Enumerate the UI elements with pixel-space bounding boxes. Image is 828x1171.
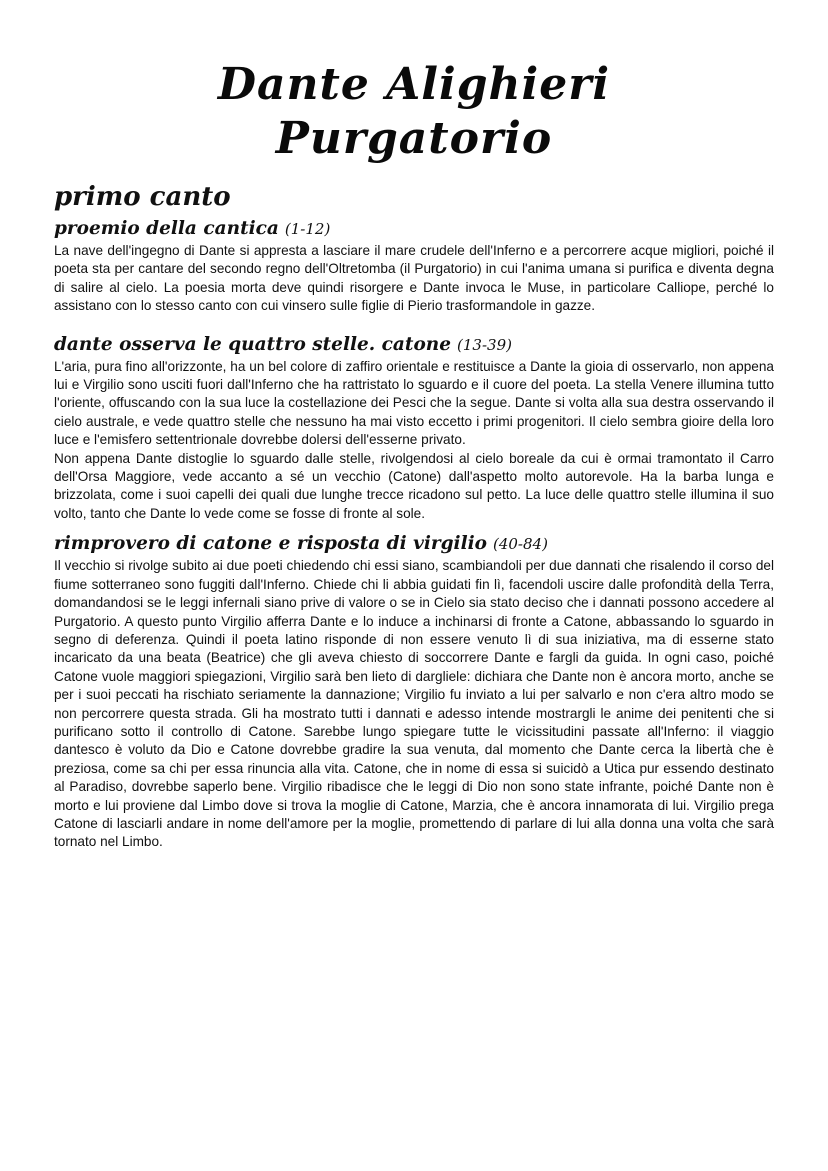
- section-heading-text: dante osserva le quattro stelle. catone: [54, 333, 452, 355]
- document-title: [54, 58, 774, 166]
- title-line-2: Purgatorio: [275, 113, 553, 164]
- paragraph: La nave dell'ingegno di Dante si appresta a lasciare il mare crudele dell'Inferno e a percorrere acque migliori, poiché il poeta sta per cantare del secondo regno dell'Oltretomba (il Purgatorio) in cui l'anima umana si purifica e diventa degna di salire al cielo. La poesia morta deve quindi risorgere e Dante invoca le Muse, in particolare Calliope, perché lo assistano con lo stesso canto con cui vinsero sulle figlie di Pierio trasformandole in gazze.: [54, 243, 774, 314]
- verse-range: (13-39): [457, 335, 512, 354]
- section-proemio: [54, 218, 774, 316]
- section-quattro-stelle: [54, 334, 774, 524]
- verse-range: (40-84): [492, 535, 548, 554]
- title-line-1: Dante Alighieri: [217, 59, 611, 110]
- paragraph: Il vecchio si rivolge subito ai due poeti chiedendo chi essi siano, scambiandoli per due dannati che risalendo il corso del fiume sotterraneo sono fuggiti dall'Inferno. Chiede chi li abbia guidati fin lì, facendoli uscire dalle profondità della Terra, domandandosi se le leggi infernali siano prive di valore o se in Cielo sia stato deciso che i dannati possono accedere al Purgatorio. A questo punto Virgilio afferra Dante e lo induce a inchinarsi di fronte a Catone, abbassando lo sguardo in segno di deferenza. Quindi il poeta latino risponde di non essere venuto lì di sua iniziativa, ma di esserne stato incaricato da una beata (Beatrice) che gli aveva chiesto di soccorrere Dante e fargli da guida. In ogni caso, poiché Catone vuole maggiori spiegazioni, Virgilio sarà ben lieto di dargliele: dichiara che Dante non è ancora morto, anche se per i suoi peccati ha rischiato seriamente la dannazione; Virgilio fu inviato a lui per salvarlo e non c'era altro modo se non percorrere questa strada. Gli ha mostrato tutti i dannati e adesso intende mostrargli le anime dei penitenti che si purificano sotto il controllo di Catone. Sarebbe lungo spiegare tutte le vicissitudini passate all'Inferno: il viaggio dantesco è voluto da Dio e Catone dovrebbe gradire la sua venuta, dal momento che Dante cerca la libertà che è preziosa, come sa chi per essa rinuncia alla vita. Catone, che in nome di essa si suicidò a Utica pur essendo destinato al Paradiso, dovrebbe saperlo bene. Virgilio ribadisce che le leggi di Dio non sono state infrante, poiché Dante non è morto e lui proviene dal Limbo dove si trova la moglie di Catone, Marzia, che è ancora innamorata di lui. Virgilio prega Catone di lasciarli andare in nome dell'amore per la moglie, promettendo di parlare di lui alla donna una volta che sarà tornato nel Limbo.: [54, 558, 774, 850]
- section-heading-text: proemio della cantica: [54, 218, 279, 239]
- section-heading: [54, 533, 774, 555]
- section-heading: [54, 334, 774, 356]
- section-rimprovero: [54, 533, 774, 852]
- section-heading: [54, 218, 774, 240]
- section-heading-text: rimprovero di catone e risposta di virgilio: [54, 533, 487, 555]
- paragraph: L'aria, pura fino all'orizzonte, ha un bel colore di zaffiro orientale e restituisce a Dante la gioia di osservarlo, non appena lui e Virgilio sono usciti fuori dall'Inferno che ha rattristato lo sguardo e il cuore del poeta. La stella Venere illumina tutto l'oriente, offuscando con la sua luce la costellazione dei Pesci che la segue. Dante si volta alla sua destra osservando il cielo australe, e vede quattro stelle che nessuno ha mai visto eccetto i primi progenitori. Il cielo sembra gioire della loro luce e l'emisfero settentrionale dovrebbe dolersi dell'esserne privato.: [54, 358, 774, 448]
- verse-range: (1-12): [284, 220, 331, 238]
- canto-heading: primo canto: [54, 182, 231, 212]
- paragraph: Non appena Dante distoglie lo sguardo dalle stelle, rivolgendosi al cielo boreale da cui è ormai tramontato il Carro dell'Orsa Maggiore, vede accanto a sé un vecchio (Catone) dall'aspetto molto autorevole. Ha la barba lunga e brizzolata, come i suoi capelli dei quali due lunghe trecce ricadono sul petto. La luce delle quattro stelle illumina il suo volto, tanto che Dante lo vede come se fosse di fronte al sole.: [54, 450, 774, 521]
